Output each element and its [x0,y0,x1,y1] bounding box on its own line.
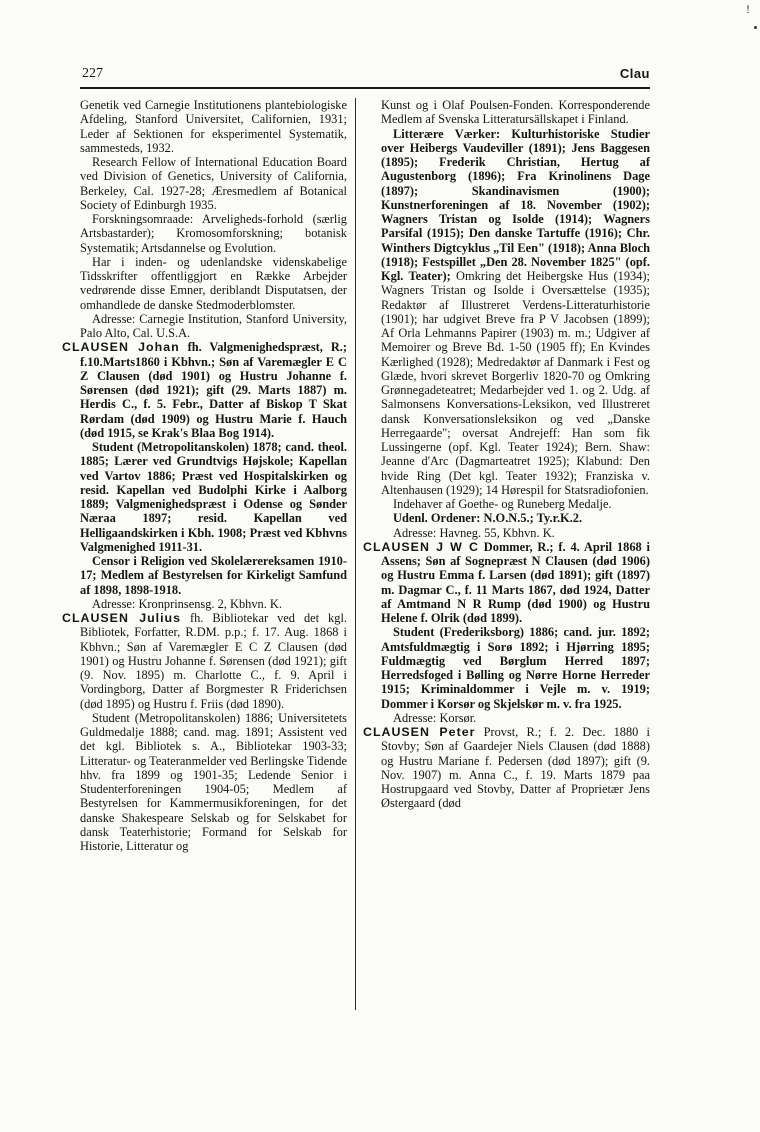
julius-address: Adresse: Havneg. 55, Kbhvn. K. [393,525,555,540]
header-rule [80,87,650,89]
jwc-intro: Dommer, R.; f. 4. April 1868 i Assens; Søn af Sognepræst N Clausen (død 1906) og Hustru Emma f. Larsen (død 1891); gift (1897) m. Dagmar C., f. 11 Marts 1867, død 1924, Datter af Amtmand N R Rump (død 1900) og Hustru Helene f. Olrik (død 1899). [381,539,650,625]
peter-intro: Provst, R.; f. 2. Dec. 1880 i Stovby; Søn af Gaardejer Niels Clausen (død 1888) og Hustru Mariane f. Pedersen (død 1897); gift (9. Nov. 1907) m. Anna C., f. 19. Marts 1879 paa Hostrupgaard ved Stovby, Datter af Proprietær Jens Østergaard (død [381,725,650,811]
julius-intro: fh. Bibliotekar ved det kgl. Bibliotek, Forfatter, R.DM. p.p.; f. 17. Aug. 1868 i Kbhvn.; Søn af Varemægler E C Z Clausen (død 1901) og Hustru Johanne f. Sørensen (død 1921); gift (9. Nov. 1895) m. Charlotte C., f. 9. April i Vordingborg, Datter af Borgmester R Friderichsen (død 1895) og Hustru f. Friis (død 1890). [80,611,347,711]
address-paragraph: Adresse: Carnegie Institution, Stanford University, Palo Alto, Cal. U.S.A. [80,311,347,340]
entry-clausen-peter [363,725,650,811]
jwc-career: Student (Frederiksborg) 1886; cand. jur. 1892; Amtsfuldmægtig i Sorø 1892; i Hjørring 1895; Fuldmægtig ved Børglum Herred 1897; Herredsfoged i Bølling og Nørre Horne Herreder 1915; Kriminaldommer i Vejle m. v. 1919; Dommer i Korsør og Skjelskør m. v. fra 1925. [381,625,650,711]
entry-clausen-johan [62,340,347,440]
johan-address: Adresse: Kronprinsensg. 2, Kbhvn. K. [92,596,282,611]
johan-intro: fh. Valgmenighedspræst, R.; f.10.Marts1860 i Kbhvn.; Søn af Varemægler E C Z Clausen (død 1901) og Hustru Johanne f. Sørensen (død 1921); gift (29. Marts 1887) m. Herdis C., f. 5. Febr., Datter af Biskop T Skat Rørdam (død 1909) og Hustru Marie f. Hauch (død 1915, se Krak's Blaa Bog 1914). [80,340,347,440]
genetics-paragraph: Genetik ved Carnegie Institutionens plantebiologiske Afdeling, Stanford Universitet, Californien, 1931; Leder af Sektionen for eksperimentel Systematik, sammesteds, 1932. [80,98,347,155]
headword-julius: CLAUSEN Julius [62,611,182,625]
julius-continuation: Kunst og i Olaf Poulsen-Fonden. Korresponderende Medlem af Svenska Litteratursällskapet i Finland. [381,98,650,127]
headword-johan: CLAUSEN Johan [62,340,180,355]
entry-clausen-jwc [363,540,650,626]
literary-works: Litterære Værker: Kulturhistoriske Studier over Heibergs Vaudeviller (1891); Jens Baggesen (1895); Frederik Christian, Hertug af Augustenborg (1896); Fra Krinolinens Dage (1897); Skandinavismen (1900); Kunstnerforeningen af 18. November (1902); Wagners Tristan og Isolde (1914); Wagners Parsifal (1915); Den danske Tartuffe (1916); Chr. Winthers Digtcyklus „Til Een" (1918); Anna Bloch (1918); Festspillet „Den 28. November 1825" (opf. Kgl. Teater); Omkring det Heibergske Hus (1934); Wagners Tristan og Isolde i Oversættelse (1935); Redaktør af Illustreret Verdens-Litteraturhistorie (1901); har udgivet Breve fra P V Jacobsen (1899); Af Orla Lehmanns Papirer (1903) m. m.; Udgiver af Memoirer og Breve Bd. 1-50 (1905 ff); En Kvindes Kærlighed (1928); Medredaktør af Danmark i Fest og Glæde, hvori skrevet Borgerliv 1820-70 og Omkring Grønnegadeteatret; Medarbejder ved 1. og 2. Udg. af Salmonsens Konversations-Leksikon, ved Illustreret dansk Konversationsleksikon og ved „Danske Herregaarde"; oversat Andrejeff: Han som fik Lussingerne (opf. Kgl. Teater 1924); Bern. Shaw: Jeanne d'Arc (Dagmarteatret 1925); Klabund: Den hvide Ring (Det kgl. Teater 1932); Franziska v. Altenhausen (1929); 14 Hørespil for Statsradiofonien. [381,126,650,497]
right-column [363,98,650,811]
julius-orders: Udenl. Ordener: N.O.N.5.; Ty.r.K.2. [393,511,583,526]
julius-medal: Indehaver af Goethe- og Runeberg Medalje. [393,497,612,511]
johan-career: Student (Metropolitanskolen) 1878; cand. theol. 1885; Lærer ved Grundtvigs Højskole; Kapellan ved Vartov 1886; Præst ved Hospitalskirken og resid. Kapellan ved Budolphi Kirke i Aalborg 1889; Valgmenighedspræst i Odense og Sønder Næraa 1897; resid. Kapellan ved Helligaandskirken i Kbh. 1908; Præst ved Kbhvns Valgmenighed 1911-31. [80,440,347,554]
running-head: Clau [619,66,650,81]
publications-paragraph: Har i inden- og udenlandske videnskabelige Tidsskrifter offentliggjort en Række Arbejder vedrørende disse Emner, deriblandt Disputatsen, der omhandlede de danske Stedmoderblomster. [80,254,347,312]
headword-peter: CLAUSEN Peter [363,725,476,739]
johan-censor: Censor i Religion ved Skolelærereksamen 1910-17; Medlem af Bestyrelsen for Kirkeligt Samfund af 1898, 1898-1918. [80,554,347,597]
margin-dot [754,26,757,29]
left-column [62,98,347,853]
julius-career: Student (Metropolitanskolen) 1886; Universitetets Guldmedalje 1888; cand. mag. 1891; Assistent ved det kgl. Bibliotek s. A., Bibliotekar 1903-33; Litteratur- og Teateranmelder ved Berlingske Tidende hhv. fra 1899 og 1901-35; Ledende Senior i Studenterforeningen 1904-05; Medlem af Bestyrelsen for Kammermusikforeningen, for det danske Shakespeare Selskab og for Selskabet for dansk Teaterhistorie; Formand for Selskab for Historie, Litteratur og [80,710,347,853]
entry-clausen-julius [62,611,347,711]
margin-mark: ! [746,2,750,16]
column-divider [355,98,356,1010]
headword-jwc: CLAUSEN J W C [363,539,479,554]
fellowship-paragraph: Research Fellow of International Education Board ved Division of Genetics, University of California, Berkeley, Cal. 1927-28; Æresmedlem af Botanical Society of Edinburgh 1935. [80,155,347,212]
jwc-address: Adresse: Korsør. [393,710,477,725]
research-area-paragraph: Forskningsomraade: Arveligheds-forhold (særlig Artsbastarder); Kromosomforskning; botanisk Systematik; Artsdannelse og Evolution. [80,212,347,255]
page-number: 227 [82,66,103,81]
